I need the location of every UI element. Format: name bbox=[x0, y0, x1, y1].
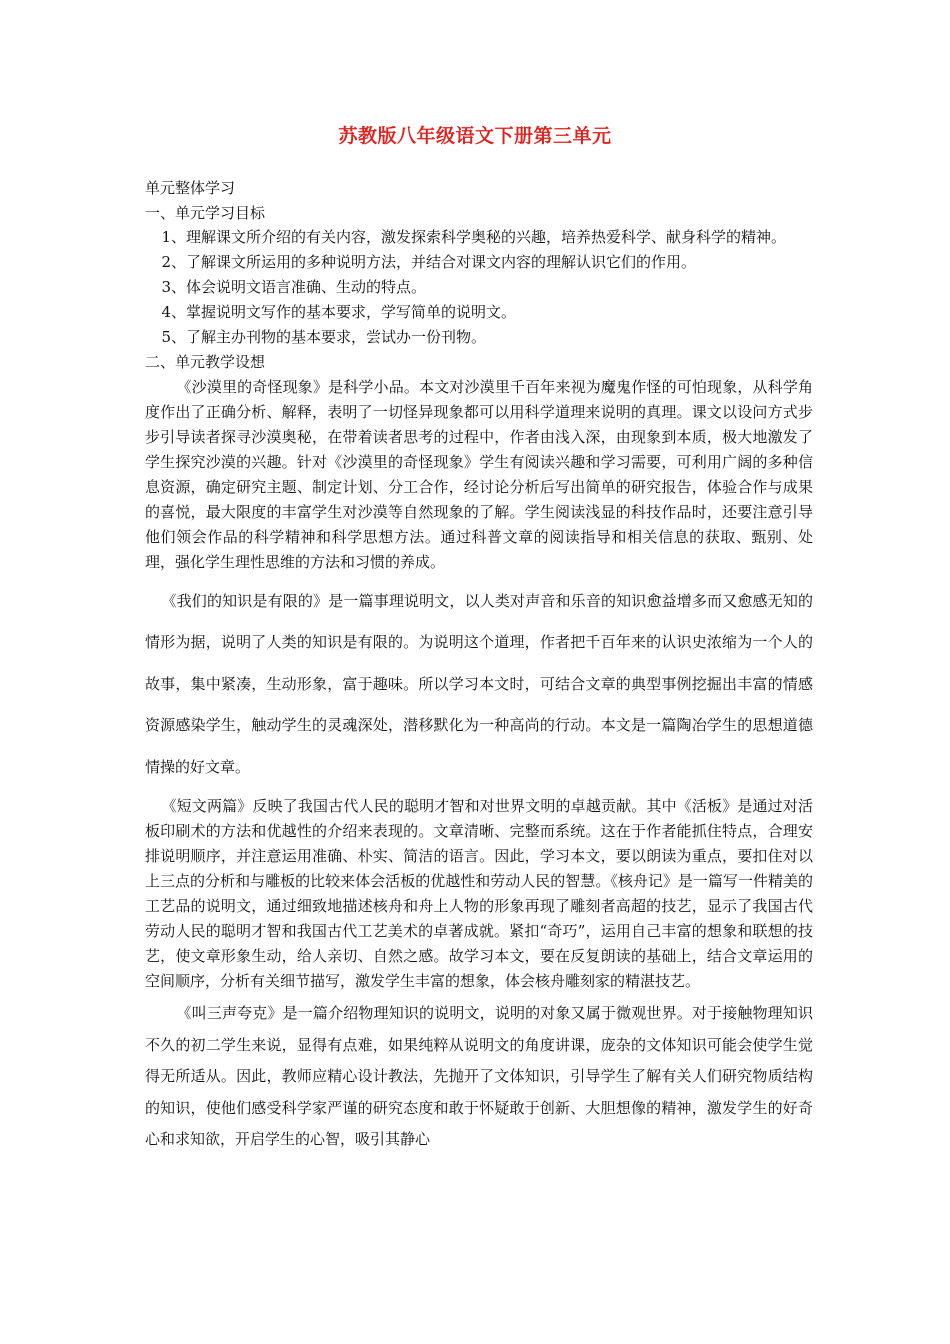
goal-item: 5、了解主办刊物的基本要求，尝试办一份刊物。 bbox=[161, 328, 487, 346]
document-title: 苏教版八年级语文下册第三单元 bbox=[338, 125, 612, 147]
teaching-paragraph: 《沙漠里的奇怪现象》是科学小品。本文对沙漠里千百年来视为魔鬼作怪的可怕现象，从科学角度作出了正确分析、解释，表明了一切怪异现象都可以用科学道理来说明的真理。课文以设问方式步步引导读者探寻沙漠奥秘，在带着读者思考的过程中，作者由浅入深，由现象到本质，极大地激发了学生探究沙漠的兴趣。针对《沙漠里的奇怪现象》学生有阅读兴趣和学习需要，可利用广阔的多种信息资源，确定研究主题、制定计划、分工合作，经讨论分析后写出简单的研究报告，体验合作与成果的喜悦，最大限度的丰富学生对沙漠等自然现象的了解。学生阅读浅显的科技作品时，还要注意引导他们领会作品的科学精神和科学思想方法。通过科普文章的阅读指导和相关信息的获取、甄别、处理，强化学生理性思维的方法和习惯的养成。 bbox=[145, 377, 813, 571]
teaching-paragraph: 《叫三声夸克》是一篇介绍物理知识的说明文，说明的对象又属于微观世界。对于接触物理知识不久的初二学生来说，显得有点难，如果纯粹从说明文的角度讲课，庞杂的文体知识可能会使学生觉得无所适从。因此，教师应精心设计教法，先抛开了文体知识，引导学生了解有关人们研究物质结构的知识，使他们感受科学家严谨的研究态度和敢于怀疑敢于创新、大胆想像的精神，激发学生的好奇心和求知欲，开启学生的心智，吸引其静心 bbox=[145, 1004, 813, 1148]
goal-item: 1、理解课文所介绍的有关内容，激发探索科学奥秘的兴趣，培养热爱科学、献身科学的精神。 bbox=[161, 228, 787, 246]
teaching-paragraph: 《我们的知识是有限的》是一篇事理说明文，以人类对声音和乐音的知识愈益增多而又愈感无知的情形为据，说明了人类的知识是有限的。为说明这个道理，作者把千百年来的认识史浓缩为一个人的故事，集中紧凑，生动形象，富于趣味。所以学习本文时，可结合文章的典型事例挖掘出丰富的情感资源感染学生，触动学生的灵魂深处，潜移默化为一种高尚的行动。本文是一篇陶冶学生的思想道德情操的好文章。 bbox=[145, 591, 813, 776]
goal-item: 4、掌握说明文写作的基本要求，学写简单的说明文。 bbox=[161, 303, 517, 321]
unit-subtitle: 单元整体学习 bbox=[145, 179, 236, 197]
document-body bbox=[145, 176, 813, 1156]
goal-item: 3、体会说明文语言准确、生动的特点。 bbox=[161, 278, 427, 296]
section-heading-goals: 一、单元学习目标 bbox=[145, 203, 266, 222]
teaching-paragraph: 《短文两篇》反映了我国古代人民的聪明才智和对世界文明的卓越贡献。其中《活板》是通过对活板印刷术的方法和优越性的介绍来表现的。文章清晰、完整而系统。这在于作者能抓住特点，合理安排说明顺序，并注意运用准确、朴实、简洁的语言。因此，学习本文，要以朗读为重点，要扣住对以上三点的分析和与雕板的比较来体会活板的优越性和劳动人民的智慧。《核舟记》是一篇写一件精美的工艺品的说明文，通过细致地描述核舟和舟上人物的形象再现了雕刻者高超的技艺，显示了我国古代劳动人民的聪明才智和我国古代工艺美术的卓著成就。紧扣“奇巧”，运用自己丰富的想象和联想的技艺，使文章形象生动，给人亲切、自然之感。故学习本文，要在反复朗读的基础上，结合文章运用的空间顺序，分析有关细节描写，激发学生丰富的想象，体会核舟雕刻家的精湛技艺。 bbox=[145, 797, 813, 990]
goal-item: 2、了解课文所运用的多种说明方法，并结合对课文内容的理解认识它们的作用。 bbox=[161, 253, 697, 271]
section-heading-teaching: 二、单元教学设想 bbox=[145, 353, 266, 371]
